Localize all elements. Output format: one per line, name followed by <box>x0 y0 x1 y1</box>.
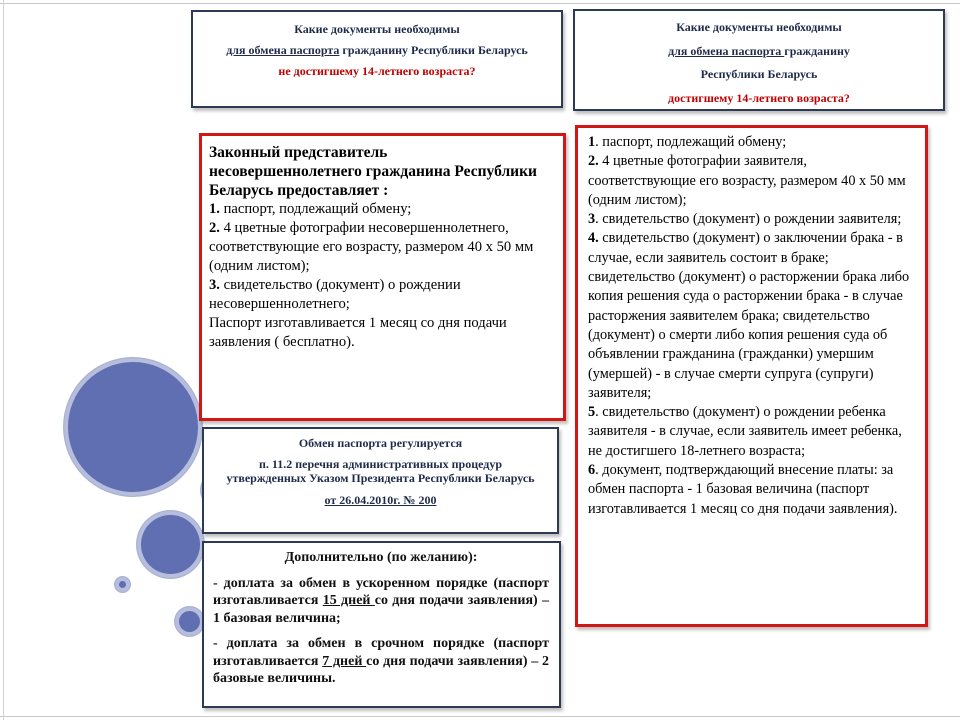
minor-item-1: 1. паспорт, подлежащий обмену; <box>209 201 412 217</box>
law-body: п. 11.2 перечня административных процедур утвержденных Указом Президента Республики Беларусь <box>226 457 535 485</box>
extra-options-box <box>202 541 561 708</box>
extra-option-fast: - доплата за обмен в ускоренном порядке (паспорт изготавливается 15 дней со дня подачи заявления) – 1 базовая величина; <box>213 575 549 626</box>
law-date: от 26.04.2010г. № 200 <box>324 493 437 507</box>
minor-item-3: 3. свидетельство (документ) о рождении несовершеннолетнего; <box>209 277 461 312</box>
decor-circle-mini <box>175 607 204 636</box>
header-adult <box>573 9 945 111</box>
adult-item-1: 1. паспорт, подлежащий обмену; <box>588 134 787 150</box>
header-adult-link: для обмена паспорта <box>668 43 785 58</box>
adult-item-2: 2. 4 цветные фотографии заявителя, соответствующие его возрасту, размером 40 х 50 мм (одним листом); <box>588 153 906 208</box>
header-adult-line2: гражданину <box>784 43 850 58</box>
minor-intro: Законный представитель несовершеннолетнего гражданина Республики Беларусь предоставляет : <box>209 144 537 199</box>
minor-documents-box <box>199 133 566 421</box>
header-minor-question: не достигшему 14-летнего возраста? <box>278 64 476 78</box>
header-minor-line2: гражданину Республики Беларусь <box>339 43 528 57</box>
adult-item-4: 4. свидетельство (документ) о заключении брака - в случае, если заявитель состоит в браке; свидетельство (документ) о расторжении брака либо копия решения суда о расторжении брака - в случае расторжения заявителем брака; свидетельство (документ) о смерти либо копия решения суда об объявлении гражданина (гражданки) умершим (умершей) - в случае смерти супруга (супруги) заявителя; <box>588 230 910 401</box>
adult-item-6: 6. документ, подтверждающий внесение платы: за обмен паспорта - 1 базовая величина (паспорт изготавливается 1 месяц со дня подачи заявления). <box>588 462 898 517</box>
decor-circle-large <box>64 358 202 496</box>
adult-item-3: 3. свидетельство (документ) о рождении заявителя; <box>588 211 902 228</box>
decor-circle-tiny <box>115 577 130 592</box>
extra-title: Дополнительно (по желанию): <box>284 550 478 565</box>
header-minor-link: для обмена паспорта <box>226 43 340 57</box>
law-reference-box <box>202 427 559 534</box>
header-adult-line1: Какие документы необходимы <box>676 20 842 34</box>
decor-circle-medium <box>137 511 204 578</box>
top-border-line <box>0 3 960 4</box>
adult-documents-box <box>575 125 928 627</box>
left-border-line <box>3 0 4 720</box>
law-title: Обмен паспорта регулируется <box>298 436 463 450</box>
minor-note: Паспорт изготавливается 1 месяц со дня подачи заявления ( бесплатно). <box>209 315 507 350</box>
header-minor-line1: Какие документы необходимы <box>294 22 460 36</box>
header-minor <box>191 10 563 108</box>
adult-item-5: 5. свидетельство (документ) о рождении ребенка заявителя - в случае, если заявитель имеет ребенка, не достигшего 18-летнего возраста; <box>588 404 902 459</box>
extra-option-urgent: - доплата за обмен в срочном порядке (паспорт изготавливается 7 дней со дня подачи заявления) – 2 базовые величины. <box>213 636 549 686</box>
minor-item-2: 2. 4 цветные фотографии несовершеннолетнего, соответствующие его возрасту, размером 40 х 50 мм (одним листом); <box>209 220 534 274</box>
header-adult-question: достигшему 14-летнего возраста? <box>668 90 850 105</box>
header-adult-line3: Республики Беларусь <box>700 67 818 81</box>
bottom-border-line <box>0 716 960 717</box>
